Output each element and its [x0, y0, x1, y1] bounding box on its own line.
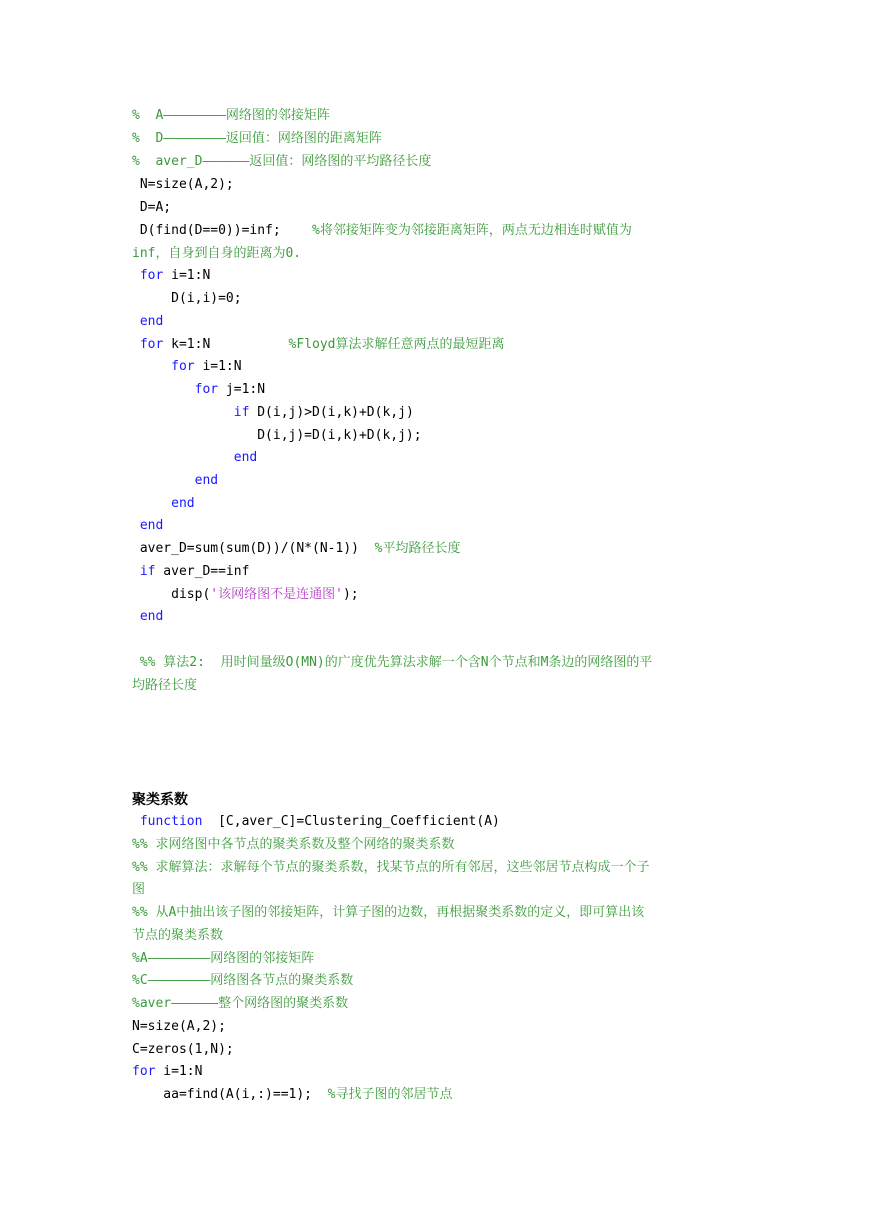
code-comment: %aver——————整个网络图的聚类系数 [132, 996, 349, 1011]
code-comment: %平均路径长度 [374, 541, 461, 556]
code-line [132, 200, 742, 216]
code-line [132, 359, 742, 375]
code-text: disp( [132, 587, 211, 602]
code-line [132, 1064, 742, 1080]
code-keyword: for [132, 337, 164, 352]
code-comment: %Floyd算法求解任意两点的最短距离 [288, 337, 505, 352]
code-text: aver_D==inf [155, 564, 250, 579]
code-text: i=1:N [194, 359, 242, 374]
code-line [132, 473, 742, 489]
code-line [132, 609, 742, 625]
code-text: i=1:N [163, 268, 211, 283]
code-comment: % A————————网络图的邻接矩阵 [132, 108, 330, 123]
code-line [132, 564, 742, 580]
code-line [132, 678, 742, 694]
code-keyword: for [132, 359, 195, 374]
code-text: D(i,i)=0; [132, 291, 242, 306]
code-comment: %C————————网络图各节点的聚类系数 [132, 973, 354, 988]
code-line [132, 223, 742, 239]
code-line [132, 382, 742, 398]
code-comment: % aver_D——————返回值：网络图的平均路径长度 [132, 154, 432, 169]
code-line [132, 973, 742, 989]
code-line [132, 882, 742, 898]
code-keyword: if [132, 405, 250, 420]
heading-text: 聚类系数 [132, 792, 188, 808]
code-text: j=1:N [218, 382, 266, 397]
code-text: aver_D=sum(sum(D))/(N*(N-1)) [132, 541, 375, 556]
code-comment: %% 求解算法：求解每个节点的聚类系数，找某节点的所有邻居，这些邻居节点构成一个子 [132, 860, 650, 875]
code-line [132, 518, 742, 534]
code-line [132, 655, 742, 671]
code-text: i=1:N [155, 1064, 203, 1079]
code-keyword: end [132, 450, 258, 465]
code-text: D=A; [132, 200, 172, 215]
code-comment: %将邻接矩阵变为邻接距离矩阵，两点无边相连时赋值为 [312, 223, 632, 238]
code-keyword: function [132, 814, 203, 829]
code-line [132, 1019, 742, 1035]
code-comment: 均路径长度 [132, 678, 198, 693]
code-line [132, 860, 742, 876]
code-keyword: for [132, 268, 164, 283]
code-line [132, 131, 742, 147]
code-line [132, 496, 742, 512]
code-line [132, 428, 742, 444]
code-keyword: for [132, 1064, 156, 1079]
code-text: C=zeros(1,N); [132, 1042, 234, 1057]
code-line [132, 1087, 742, 1103]
code-comment: %A————————网络图的邻接矩阵 [132, 951, 315, 966]
code-keyword: end [132, 609, 164, 624]
code-line [132, 177, 742, 193]
code-line [132, 814, 742, 830]
code-keyword: for [132, 382, 219, 397]
code-comment: %寻找子图的邻居节点 [327, 1087, 453, 1102]
code-keyword: if [132, 564, 156, 579]
code-comment: %% 求网络图中各节点的聚类系数及整个网络的聚类系数 [132, 837, 455, 852]
code-line [132, 905, 742, 921]
code-line [132, 291, 742, 307]
code-comment: 图 [132, 882, 146, 897]
code-comment: 节点的聚类系数 [132, 928, 224, 943]
code-line [132, 450, 742, 466]
code-line [132, 951, 742, 967]
code-line [132, 314, 742, 330]
code-text: N=size(A,2); [132, 1019, 226, 1034]
code-line [132, 837, 742, 853]
code-text: [C,aver_C]=Clustering_Coefficient(A) [202, 814, 500, 829]
code-line [132, 1042, 742, 1058]
code-text: D(i,j)>D(i,k)+D(k,j) [249, 405, 414, 420]
code-string: '该网络图不是连通图' [210, 587, 343, 602]
code-text: k=1:N [163, 337, 289, 352]
code-keyword: end [132, 496, 195, 511]
code-text: D(find(D==0))=inf; [132, 223, 313, 238]
code-line [132, 337, 742, 353]
code-line [132, 108, 742, 124]
code-line [132, 541, 742, 557]
code-line [132, 154, 742, 170]
code-text: ); [342, 587, 359, 602]
code-line [132, 587, 742, 603]
code-text: aa=find(A(i,:)==1); [132, 1087, 328, 1102]
code-comment: inf，自身到自身的距离为0. [132, 246, 302, 261]
code-keyword: end [132, 518, 164, 533]
code-line [132, 405, 742, 421]
code-keyword: end [132, 473, 219, 488]
section-heading [132, 792, 742, 809]
code-text: D(i,j)=D(i,k)+D(k,j); [132, 428, 422, 443]
code-comment: %% 从A中抽出该子图的邻接矩阵，计算子图的边数，再根据聚类系数的定义，即可算出该 [132, 905, 645, 920]
code-line [132, 928, 742, 944]
code-comment: % D————————返回值：网络图的距离矩阵 [132, 131, 382, 146]
code-comment: %% 算法2: 用时间量级O(MN)的广度优先算法求解一个含N个节点和M条边的网络图的平 [132, 655, 653, 670]
code-line [132, 246, 742, 262]
code-line [132, 268, 742, 284]
code-text: N=size(A,2); [132, 177, 234, 192]
code-line [132, 996, 742, 1012]
code-keyword: end [132, 314, 164, 329]
